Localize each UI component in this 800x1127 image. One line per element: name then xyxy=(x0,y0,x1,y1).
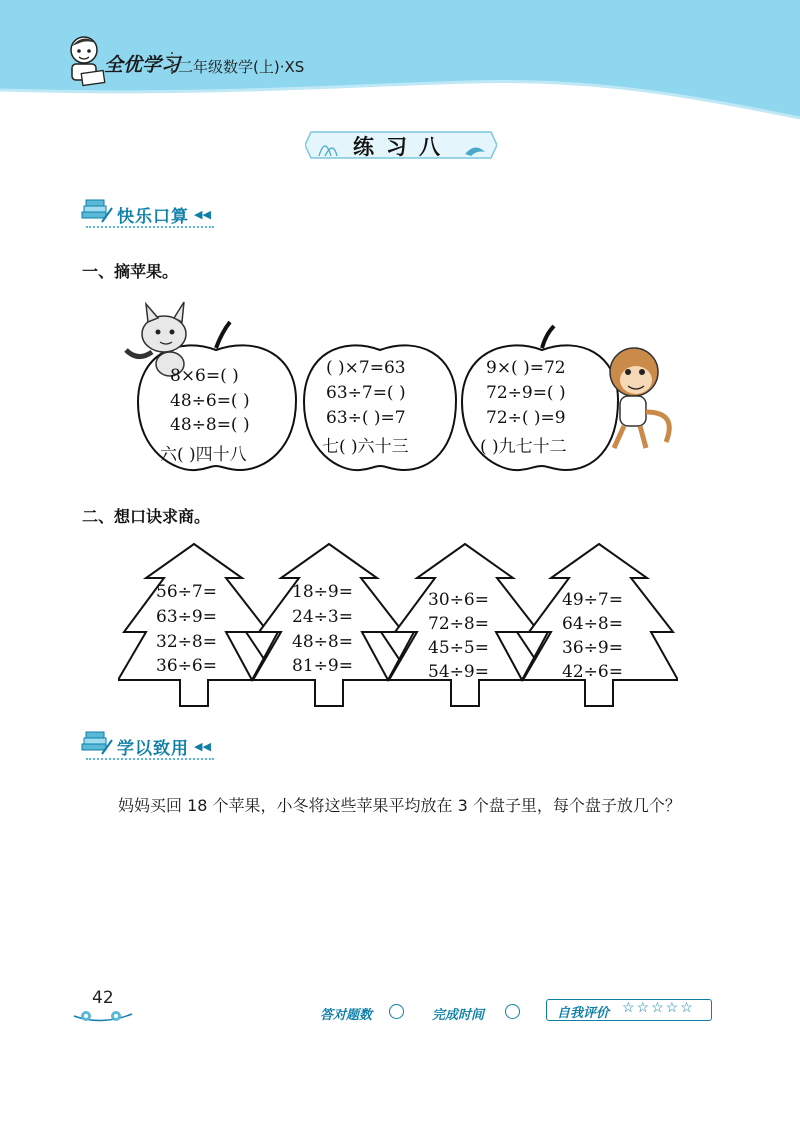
apple-1-line-3: 48÷8=( ) xyxy=(170,415,250,435)
books-icon xyxy=(80,730,114,758)
apple-3-line-4: ( )九七十二 xyxy=(480,437,567,457)
section-underline xyxy=(86,758,214,760)
section-arrow-icon: ◀◀ xyxy=(194,208,211,221)
question-2-label: 二、想口诀求商。 xyxy=(82,507,211,526)
brand-logo-text: 全优学习 xyxy=(104,54,181,76)
apple-2-line-2: 63÷7=( ) xyxy=(326,383,406,403)
tree-1-line-1: 56÷7= xyxy=(156,582,217,602)
apple-2-line-4: 七( )六十三 xyxy=(322,437,409,457)
apple-3-line-3: 72÷( )=9 xyxy=(486,408,566,428)
completion-time-label: 完成时间 xyxy=(432,1008,485,1023)
tree-2-line-1: 18÷9= xyxy=(292,582,353,602)
tree-3-line-1: 30÷6= xyxy=(428,590,489,610)
question-1-label: 一、摘苹果。 xyxy=(82,262,179,281)
tree-4-line-3: 36÷9= xyxy=(562,638,623,658)
tree-1-line-3: 32÷8= xyxy=(156,632,217,652)
apple-2-line-3: 63÷( )=7 xyxy=(326,408,406,428)
word-problem-text: 妈妈买回 18 个苹果，小冬将这些苹果平均放在 3 个盘子里，每个盘子放几个？ xyxy=(118,796,681,815)
tree-4-line-4: 42÷6= xyxy=(562,662,623,682)
apple-3-line-2: 72÷9=( ) xyxy=(486,383,566,403)
tree-3-line-3: 45÷5= xyxy=(428,638,489,658)
section-underline xyxy=(86,226,214,228)
apple-3-line-1: 9×( )=72 xyxy=(486,358,566,378)
tree-3-line-2: 72÷8= xyxy=(428,614,489,634)
apple-1-line-1: 8×6=( ) xyxy=(170,366,239,386)
tree-3-line-4: 54÷9= xyxy=(428,662,489,682)
smiley-icon xyxy=(389,1004,404,1019)
header-divider xyxy=(171,52,174,74)
student-mascot-icon xyxy=(64,34,108,90)
tree-2-line-4: 81÷9= xyxy=(292,656,353,676)
subject-title: 二年级数学(上)·XS xyxy=(178,58,305,76)
tree-2-line-2: 24÷3= xyxy=(292,607,353,627)
cat-mascot-icon xyxy=(126,302,186,376)
correct-count-label: 答对题数 xyxy=(320,1008,373,1023)
books-icon xyxy=(80,198,114,226)
section-label-quick-calc: 快乐口算 xyxy=(117,207,189,227)
page-number: 42 xyxy=(92,988,114,1008)
apple-2-line-1: ( )×7=63 xyxy=(326,358,406,378)
tree-1-line-4: 36÷6= xyxy=(156,656,217,676)
rating-stars[interactable]: ☆☆☆☆☆ xyxy=(622,1000,695,1016)
self-eval-label: 自我评价 xyxy=(557,1006,610,1021)
smiley-icon xyxy=(505,1004,520,1019)
tree-4-line-2: 64÷8= xyxy=(562,614,623,634)
apple-1-line-4: 六( )四十八 xyxy=(160,445,247,465)
section-arrow-icon: ◀◀ xyxy=(194,740,211,753)
apple-1-line-2: 48÷6=( ) xyxy=(170,391,250,411)
page-title: 练习八 xyxy=(353,135,452,159)
tree-2-line-3: 48÷8= xyxy=(292,632,353,652)
tree-4-line-1: 49÷7= xyxy=(562,590,623,610)
tree-1-line-2: 63÷9= xyxy=(156,607,217,627)
section-label-apply: 学以致用 xyxy=(117,739,189,759)
